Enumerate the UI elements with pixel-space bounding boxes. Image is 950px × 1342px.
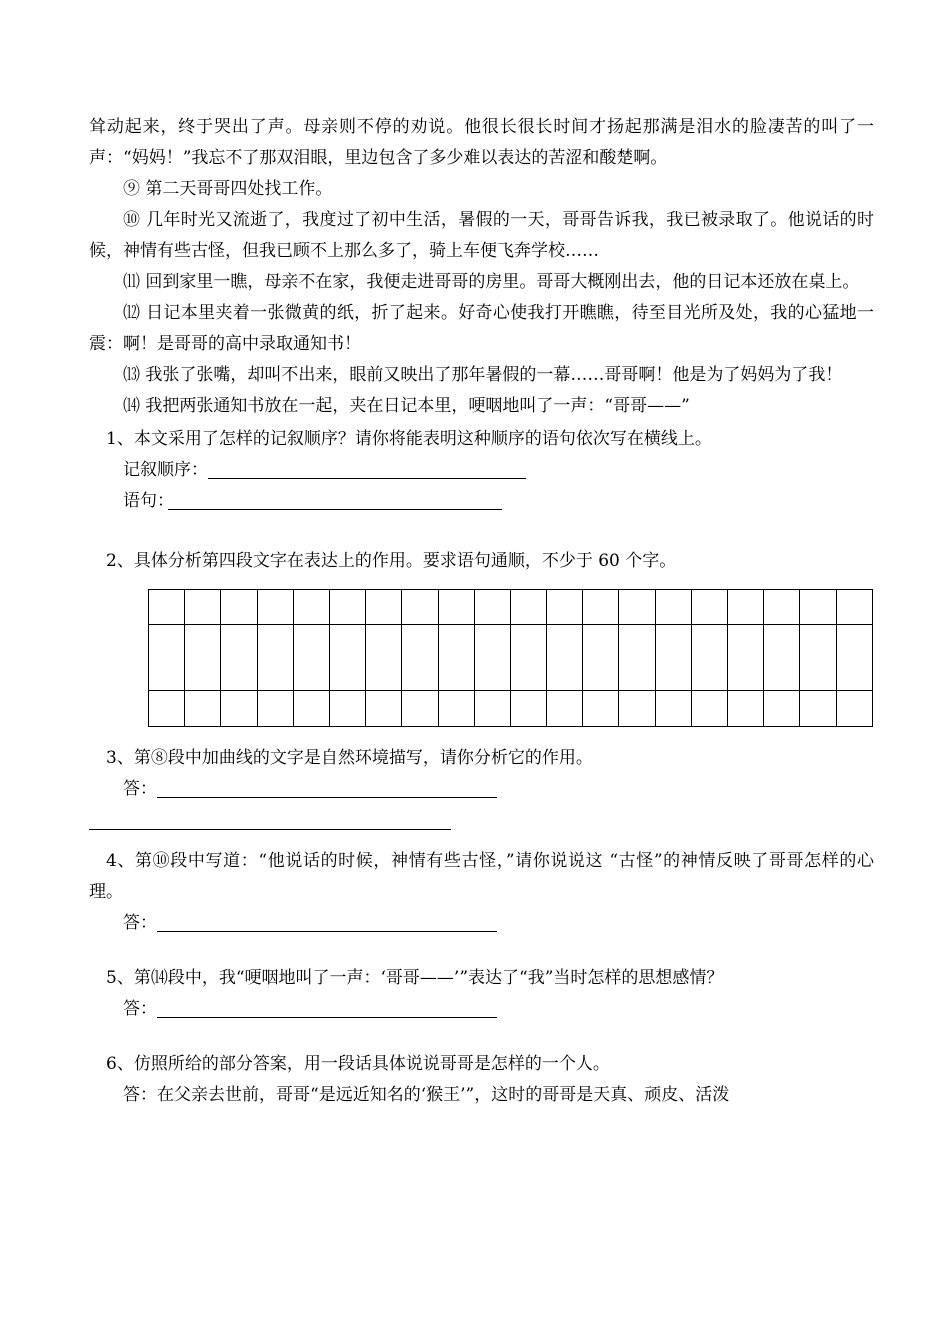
grid-cell[interactable] bbox=[510, 691, 546, 727]
grid-cell[interactable] bbox=[836, 691, 872, 727]
grid-cell[interactable] bbox=[149, 590, 185, 625]
grid-cell[interactable] bbox=[764, 691, 800, 727]
grid-cell[interactable] bbox=[728, 691, 764, 727]
grid-cell[interactable] bbox=[474, 691, 510, 727]
q4-answer-row bbox=[89, 908, 874, 939]
grid-cell[interactable] bbox=[402, 590, 438, 625]
grid-cell[interactable] bbox=[800, 625, 836, 691]
q3-answer-line[interactable] bbox=[157, 777, 497, 798]
grid-cell[interactable] bbox=[329, 625, 365, 691]
grid-cell[interactable] bbox=[583, 691, 619, 727]
grid-cell[interactable] bbox=[655, 625, 691, 691]
grid-cell[interactable] bbox=[510, 590, 546, 625]
question-3: 3、第⑧段中加曲线的文字是自然环境描写，请你分析它的作用。 bbox=[106, 748, 593, 768]
grid-cell[interactable] bbox=[149, 691, 185, 727]
q5-answer-label: 答： bbox=[123, 999, 157, 1019]
passage-paragraph-11: ⑾ 回到家里一瞧，母亲不在家，我便走进哥哥的房里。哥哥大概刚出去，他的日记本还放在桌上。 bbox=[123, 272, 860, 292]
grid-cell[interactable] bbox=[619, 590, 655, 625]
grid-cell[interactable] bbox=[800, 691, 836, 727]
grid-cell[interactable] bbox=[800, 590, 836, 625]
q3-answer-row bbox=[89, 774, 874, 805]
grid-cell[interactable] bbox=[221, 590, 257, 625]
question-1: 1、本文采用了怎样的记叙顺序？请你将能表明这种顺序的语句依次写在横线上。 bbox=[106, 429, 712, 449]
grid-row bbox=[149, 691, 873, 727]
grid-cell[interactable] bbox=[402, 625, 438, 691]
grid-row bbox=[149, 590, 873, 625]
grid-cell[interactable] bbox=[329, 691, 365, 727]
grid-cell[interactable] bbox=[655, 590, 691, 625]
grid-cell[interactable] bbox=[583, 625, 619, 691]
grid-cell[interactable] bbox=[366, 625, 402, 691]
grid-cell[interactable] bbox=[764, 590, 800, 625]
passage-paragraph-10: ⑩ 几年时光又流逝了，我度过了初中生活，暑假的一天，哥哥告诉我，我已被录取了。他说话的时候，神情有些古怪，但我已顾不上那么多了，骑上车便飞奔学校…… bbox=[89, 210, 874, 261]
grid-cell[interactable] bbox=[547, 691, 583, 727]
grid-cell[interactable] bbox=[619, 625, 655, 691]
grid-cell[interactable] bbox=[293, 590, 329, 625]
grid-cell[interactable] bbox=[366, 691, 402, 727]
grid-cell[interactable] bbox=[185, 590, 221, 625]
grid-cell[interactable] bbox=[257, 691, 293, 727]
grid-cell[interactable] bbox=[293, 625, 329, 691]
grid-cell[interactable] bbox=[655, 691, 691, 727]
q4-answer-line[interactable] bbox=[157, 911, 497, 932]
grid-cell[interactable] bbox=[836, 625, 872, 691]
grid-cell[interactable] bbox=[257, 590, 293, 625]
grid-cell[interactable] bbox=[438, 691, 474, 727]
grid-cell[interactable] bbox=[185, 625, 221, 691]
question-5: 5、第⒁段中，我“哽咽地叫了一声：‘哥哥——’”表达了“我”当时怎样的思想感情？ bbox=[106, 968, 724, 988]
q1-sentence-row bbox=[89, 486, 874, 517]
grid-cell[interactable] bbox=[547, 590, 583, 625]
q5-answer-line[interactable] bbox=[157, 997, 497, 1018]
grid-cell[interactable] bbox=[691, 625, 727, 691]
grid-cell[interactable] bbox=[402, 691, 438, 727]
grid-cell[interactable] bbox=[257, 625, 293, 691]
question-4: 4、第⑩段中写道：“他说话的时候，神情有些古怪，”请你说说这 “古怪”的神情反映了哥哥怎样的心理。 bbox=[89, 851, 874, 902]
grid-cell[interactable] bbox=[221, 691, 257, 727]
q1-order-label: 记叙顺序： bbox=[123, 460, 208, 480]
grid-cell[interactable] bbox=[221, 625, 257, 691]
passage-paragraph-12: ⑿ 日记本里夹着一张微黄的纸，折了起来。好奇心使我打开瞧瞧，待至目光所及处，我的心猛地一震：啊！是哥哥的高中录取通知书！ bbox=[89, 303, 874, 354]
grid-cell[interactable] bbox=[149, 625, 185, 691]
worksheet-page bbox=[89, 112, 874, 1111]
grid-cell[interactable] bbox=[619, 691, 655, 727]
q6-sample-answer: 答：在父亲去世前，哥哥“是远近知名的‘猴王’”，这时的哥哥是天真、顽皮、活泼 bbox=[123, 1085, 730, 1105]
grid-cell[interactable] bbox=[293, 691, 329, 727]
grid-cell[interactable] bbox=[728, 625, 764, 691]
question-2: 2、具体分析第四段文字在表达上的作用。要求语句通顺，不少于 60 个字。 bbox=[106, 551, 677, 571]
q1-sentence-answer-line[interactable] bbox=[168, 489, 502, 510]
q3-answer-line-2[interactable] bbox=[89, 805, 451, 830]
grid-cell[interactable] bbox=[438, 625, 474, 691]
q1-order-answer-line[interactable] bbox=[208, 458, 526, 479]
passage-paragraph-13: ⒀ 我张了张嘴，却叫不出来，眼前又映出了那年暑假的一幕……哥哥啊！他是为了妈妈为了我！ bbox=[123, 365, 843, 385]
grid-cell[interactable] bbox=[728, 590, 764, 625]
passage-paragraph-9: ⑨ 第二天哥哥四处找工作。 bbox=[123, 179, 333, 199]
q4-answer-label: 答： bbox=[123, 913, 157, 933]
grid-cell[interactable] bbox=[691, 590, 727, 625]
passage-paragraph-14: ⒁ 我把两张通知书放在一起，夹在日记本里，哽咽地叫了一声：“哥哥——” bbox=[123, 396, 690, 416]
grid-cell[interactable] bbox=[764, 625, 800, 691]
q1-sentence-label: 语句： bbox=[123, 491, 174, 511]
grid-cell[interactable] bbox=[836, 590, 872, 625]
grid-cell[interactable] bbox=[583, 590, 619, 625]
q5-answer-row bbox=[89, 994, 874, 1025]
grid-cell[interactable] bbox=[510, 625, 546, 691]
q2-writing-grid[interactable] bbox=[148, 589, 873, 727]
passage-paragraph-8-end: 耸动起来，终于哭出了声。母亲则不停的劝说。他很长很长时间才扬起那满是泪水的脸凄苦的叫了一声：“妈妈！”我忘不了那双泪眼，里边包含了多少难以表达的苦涩和酸楚啊。 bbox=[89, 117, 874, 168]
grid-cell[interactable] bbox=[438, 590, 474, 625]
q3-answer-label: 答： bbox=[123, 779, 157, 799]
q1-order-row bbox=[89, 455, 874, 486]
grid-cell[interactable] bbox=[691, 691, 727, 727]
question-6: 6、仿照所给的部分答案，用一段话具体说说哥哥是怎样的一个人。 bbox=[106, 1054, 610, 1074]
grid-cell[interactable] bbox=[366, 590, 402, 625]
grid-cell[interactable] bbox=[329, 590, 365, 625]
grid-cell[interactable] bbox=[474, 625, 510, 691]
grid-cell[interactable] bbox=[474, 590, 510, 625]
grid-cell[interactable] bbox=[547, 625, 583, 691]
grid-cell[interactable] bbox=[185, 691, 221, 727]
grid-row bbox=[149, 625, 873, 691]
